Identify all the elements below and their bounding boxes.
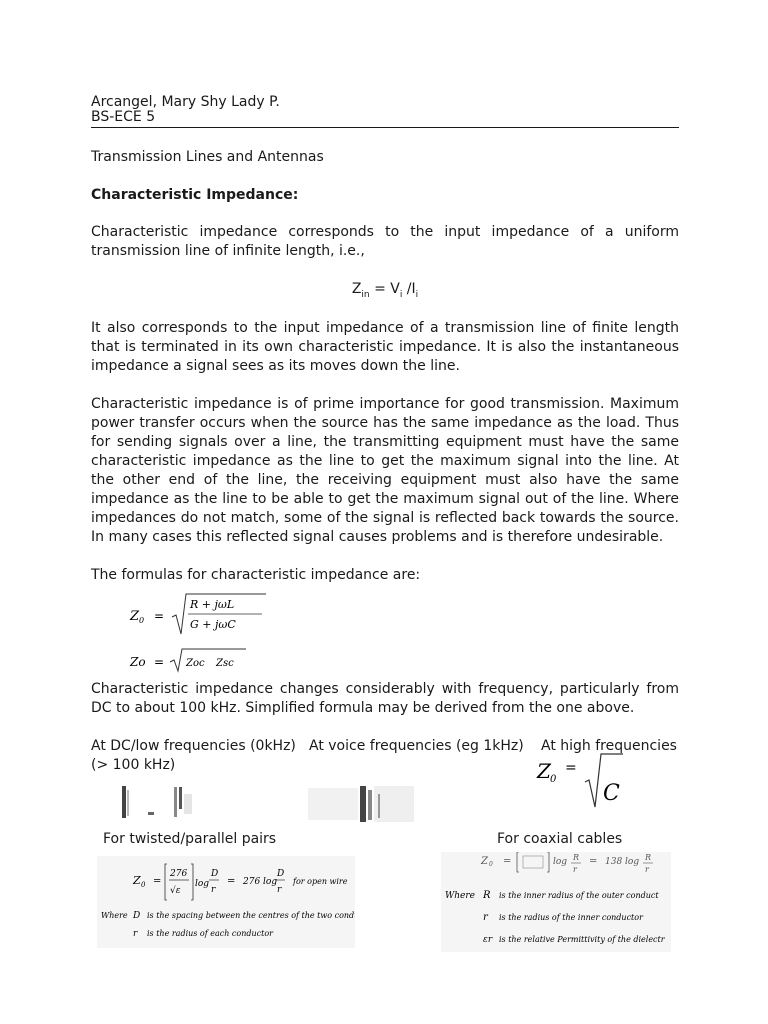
tw-r-var: r <box>133 929 138 939</box>
cx-mid: log <box>553 857 568 867</box>
zin-equation <box>91 281 679 300</box>
course-section: BS-ECE 5 <box>91 109 156 125</box>
freq-dc-label: At DC/low frequencies (0kHz) <box>91 738 296 754</box>
paragraph-4: The formulas for characteristic impedance are: <box>91 567 421 583</box>
section-heading: Characteristic Impedance: <box>91 187 299 203</box>
cx-eq1: = <box>503 856 512 867</box>
f1-num: R + jωL <box>190 598 235 611</box>
tw-coef: 276 log <box>243 877 278 887</box>
cx-e-desc: is the relative Permittivity of the dielectr <box>499 935 665 944</box>
cx-r-desc: is the radius of the inner conductor <box>499 913 643 922</box>
tw-d-var: D <box>133 911 141 921</box>
formula-coaxial-image <box>441 852 671 952</box>
f2-a: Zoc <box>186 658 205 669</box>
f2-b: Zsc <box>216 658 234 669</box>
course-title: Transmission Lines and Antennas <box>91 149 324 165</box>
tw-num: 276 <box>170 869 188 879</box>
tw-d-desc: is the spacing between the centres of the two condu <box>147 911 355 920</box>
formula-dc-image-fragment <box>118 784 198 820</box>
tw-frac2-den: r <box>277 885 282 895</box>
author-name: Arcangel, Mary Shy Lady P. <box>91 94 280 110</box>
paragraph-3: Characteristic impedance is of prime importance for good transmission. Maximum power transfer occurs when the source has the same impedance as the load. Thus for sending signals over a line, the transmitting equipment must have the same characteristic impedance as the line to get the maximum signal into the line. At the other end of the line, the receiving equipment must also have the same impedance as the line to be able to get the maximum signal out of the line. Where impedances do not match, some of the signal is reflected back towards the source. In many cases this reflected signal causes problems and is therefore undesirable. <box>91 396 679 545</box>
fh-lhs-sub: 0 <box>550 774 557 785</box>
zin-slash: /I <box>402 281 416 297</box>
tw-den: √ε <box>170 886 181 896</box>
caption-coaxial: For coaxial cables <box>497 831 623 847</box>
zin-sub-i2: i <box>415 289 419 300</box>
paragraph-1: Characteristic impedance corresponds to the input impedance of a uniform transmission line of infinite length, i.e., <box>91 224 679 259</box>
formula-zo-general <box>128 590 268 640</box>
formula-voice-image-fragment <box>306 784 416 824</box>
cx-R-var: R <box>483 890 491 901</box>
tw-frac2-num: D <box>277 869 285 879</box>
freq-high-cont: (> 100 kHz) <box>91 757 176 773</box>
cx-frac-num: R <box>573 853 580 862</box>
cx-tail-end: r <box>645 865 649 874</box>
cx-tail-frac: R <box>645 853 652 862</box>
f2-lhs: Zo <box>130 655 146 669</box>
fh-eq: = <box>565 760 577 776</box>
paragraph-5: Characteristic impedance changes considerably with frequency, particularly from DC to about 100 kHz. Simplified formula may be derived from the one above. <box>91 681 679 716</box>
f1-eq: = <box>154 609 165 623</box>
tw-lhs-sub: 0 <box>141 881 146 889</box>
caption-twisted-pairs: For twisted/parallel pairs <box>103 831 277 847</box>
zin-sub-in: in <box>361 289 370 300</box>
cx-lhs: Z <box>481 856 488 867</box>
cx-where: Where <box>445 891 476 901</box>
f2-eq: = <box>154 655 165 669</box>
zin-z: Z <box>351 281 362 297</box>
tw-eq2: = <box>227 876 236 887</box>
cx-frac-den: r <box>573 865 577 874</box>
tw-r-desc: is the radius of each conductor <box>147 929 273 938</box>
cx-r-var: r <box>483 912 488 923</box>
tw-eq1: = <box>153 876 162 887</box>
formula-zo-open-short <box>128 646 248 674</box>
tw-log1: log <box>195 879 210 889</box>
tw-where: Where <box>101 911 128 920</box>
cx-eq2: = <box>589 856 598 867</box>
paragraph-2: It also corresponds to the input impedance of a transmission line of finite length that is terminated in its own characteristic impedance. It is also the instantaneous impedance a signal sees as its moves down the line. <box>91 320 679 374</box>
f1-lhs-sub: 0 <box>139 616 145 625</box>
tw-frac-den: r <box>211 885 216 895</box>
formula-twisted-image <box>97 856 355 948</box>
f1-den: G + jωC <box>190 618 236 631</box>
fh-lhs: Z <box>537 759 551 783</box>
cx-tail: 138 log <box>605 857 640 867</box>
zin-eq: = V <box>369 281 400 297</box>
tw-lhs: Z <box>133 874 141 887</box>
fh-den: C <box>603 781 620 806</box>
zin-sub-i1: i <box>399 289 403 300</box>
cx-lhs-sub: 0 <box>489 861 493 868</box>
tw-frac-num: D <box>211 869 219 879</box>
cx-R-desc: is the inner radius of the outer conduct <box>499 891 659 900</box>
f1-lhs: Z <box>130 609 140 624</box>
tw-note: for open wire <box>293 877 348 886</box>
header-rule <box>91 127 679 128</box>
freq-high-label: At high frequencies <box>541 738 677 754</box>
freq-voice-label: At voice frequencies (eg 1kHz) <box>309 738 524 754</box>
cx-e-var: εr <box>483 935 493 945</box>
formula-high-freq <box>535 752 625 810</box>
